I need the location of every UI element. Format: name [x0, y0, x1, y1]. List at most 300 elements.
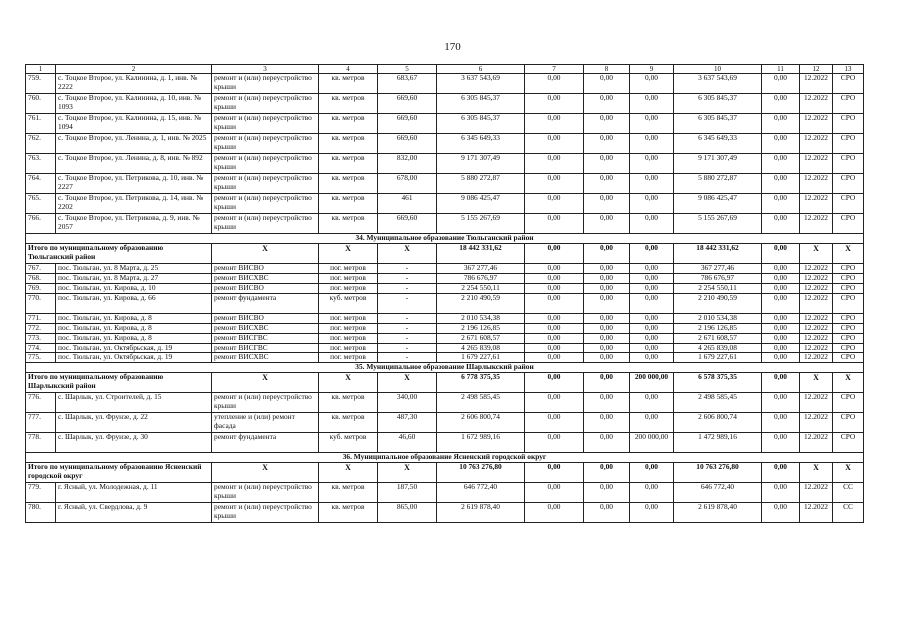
cell-cost-col-11: 0,00 [762, 94, 800, 114]
cell-method: СРО [833, 313, 864, 323]
cell-quantity: 340,00 [378, 393, 437, 413]
subtotal-cell: 6 778 375,35 [437, 373, 525, 393]
cell-total-cost: 6 345 649,33 [437, 134, 525, 154]
subtotal-cell: 0,00 [525, 463, 584, 483]
cell-unit: кв. метров [319, 134, 378, 154]
subtotal-cell: X [378, 463, 437, 483]
cell-cost-col-11: 0,00 [762, 393, 800, 413]
cell-quantity: 832,00 [378, 154, 437, 174]
cell-quantity: 669,60 [378, 214, 437, 234]
table-row [26, 214, 864, 234]
cell-cost-col-10: 2 254 550,11 [674, 284, 762, 294]
cell-cost-col-11: 0,00 [762, 293, 800, 313]
subtotal-cell: 0,00 [525, 244, 584, 264]
cell-deadline: 12.2022 [800, 174, 833, 194]
cell-total-cost: 5 880 272,87 [437, 174, 525, 194]
subtotal-cell: X [212, 244, 319, 264]
cell-total-cost: 9 171 307,49 [437, 154, 525, 174]
cell-row-number: 763. [26, 154, 56, 174]
section-title: 34. Муниципальное образование Тюльганский район [26, 234, 864, 244]
cell-method: СРО [833, 174, 864, 194]
subtotal-cell: 6 578 375,35 [674, 373, 762, 393]
cell-total-cost: 2 254 550,11 [437, 284, 525, 294]
subtotal-cell: X [833, 463, 864, 483]
cell-work-type: ремонт и (или) переустройство крыши [212, 174, 319, 194]
cell-deadline: 12.2022 [800, 333, 833, 343]
cell-cost-col-9: 0,00 [630, 264, 674, 274]
cell-cost-col-9: 0,00 [630, 174, 674, 194]
cell-unit: кв. метров [319, 194, 378, 214]
header-cell: 10 [674, 65, 762, 74]
cell-address: пос. Тюльган, ул. Кирова, д. 10 [56, 284, 212, 294]
cell-address: с. Тоцкое Второе, ул. Петрикова, д. 14, инв. № 2202 [56, 194, 212, 214]
header-cell: 11 [762, 65, 800, 74]
cell-work-type: ремонт и (или) переустройство крыши [212, 114, 319, 134]
table-row [26, 194, 864, 214]
cell-cost-col-7: 0,00 [525, 134, 584, 154]
cell-deadline: 12.2022 [800, 433, 833, 453]
cell-cost-col-8: 0,00 [584, 94, 630, 114]
header-cell: 9 [630, 65, 674, 74]
subtotal-cell: 200 000,00 [630, 373, 674, 393]
cell-total-cost: 5 155 267,69 [437, 214, 525, 234]
subtotal-cell: 10 763 276,80 [674, 463, 762, 483]
cell-cost-col-8: 0,00 [584, 503, 630, 523]
cell-cost-col-9: 0,00 [630, 503, 674, 523]
cell-unit: пог. метров [319, 284, 378, 294]
cell-work-type: ремонт фундамента [212, 433, 319, 453]
cell-cost-col-8: 0,00 [584, 413, 630, 433]
cell-cost-col-10: 9 171 307,49 [674, 154, 762, 174]
cell-cost-col-8: 0,00 [584, 343, 630, 353]
cell-method: СРО [833, 284, 864, 294]
cell-address: с. Тоцкое Второе, ул. Калинина, д. 1, инв. № 2222 [56, 74, 212, 94]
table-row [26, 353, 864, 363]
cell-address: пос. Тюльган, ул. 8 Марта, д. 25 [56, 264, 212, 274]
cell-method: СРО [833, 154, 864, 174]
cell-method: СРО [833, 343, 864, 353]
subtotal-label: Итого по муниципальному образованию Ясненский городской округ [26, 463, 212, 483]
cell-row-number: 771. [26, 313, 56, 323]
cell-deadline: 12.2022 [800, 323, 833, 333]
header-cell: 6 [437, 65, 525, 74]
cell-method: СРО [833, 214, 864, 234]
cell-address: пос. Тюльган, ул. Кирова, д. 66 [56, 293, 212, 313]
table-row [26, 413, 864, 433]
cell-cost-col-7: 0,00 [525, 433, 584, 453]
subtotal-cell: X [212, 463, 319, 483]
table-row [26, 343, 864, 353]
cell-row-number: 770. [26, 293, 56, 313]
cell-unit: кв. метров [319, 74, 378, 94]
cell-row-number: 773. [26, 333, 56, 343]
table-row [26, 74, 864, 94]
cell-cost-col-7: 0,00 [525, 413, 584, 433]
cell-cost-col-10: 1 472 989,16 [674, 433, 762, 453]
cell-total-cost: 1 672 989,16 [437, 433, 525, 453]
cell-cost-col-10: 5 155 267,69 [674, 214, 762, 234]
cell-method: СРО [833, 194, 864, 214]
cell-work-type: ремонт и (или) переустройство крыши [212, 194, 319, 214]
cell-cost-col-10: 1 679 227,61 [674, 353, 762, 363]
subtotal-cell: 0,00 [762, 373, 800, 393]
cell-row-number: 780. [26, 503, 56, 523]
cell-address: с. Тоцкое Второе, ул. Калинина, д. 10, инв. № 1093 [56, 94, 212, 114]
subtotal-cell: X [800, 244, 833, 264]
cell-total-cost: 2 196 126,85 [437, 323, 525, 333]
subtotal-cell: 0,00 [584, 463, 630, 483]
cell-work-type: ремонт ВИСВО [212, 264, 319, 274]
table-row [26, 313, 864, 323]
cell-total-cost: 2 498 585,45 [437, 393, 525, 413]
cell-method: СС [833, 483, 864, 503]
cell-cost-col-9: 0,00 [630, 154, 674, 174]
cell-cost-col-8: 0,00 [584, 74, 630, 94]
cell-cost-col-8: 0,00 [584, 313, 630, 323]
cell-cost-col-7: 0,00 [525, 274, 584, 284]
cell-row-number: 777. [26, 413, 56, 433]
cell-cost-col-10: 2 606 800,74 [674, 413, 762, 433]
cell-cost-col-11: 0,00 [762, 154, 800, 174]
cell-deadline: 12.2022 [800, 284, 833, 294]
cell-unit: пог. метров [319, 313, 378, 323]
cell-method: СРО [833, 353, 864, 363]
cell-cost-col-11: 0,00 [762, 274, 800, 284]
table-row [26, 114, 864, 134]
subtotal-row [26, 244, 864, 264]
cell-address: пос. Тюльган, ул. Октябрьская, д. 19 [56, 353, 212, 363]
table-row [26, 503, 864, 523]
cell-quantity: 669,60 [378, 134, 437, 154]
cell-row-number: 768. [26, 274, 56, 284]
table-row [26, 154, 864, 174]
subtotal-label: Итого по муниципальному образованию Тюльганский район [26, 244, 212, 264]
cell-total-cost: 1 679 227,61 [437, 353, 525, 363]
table-row [26, 293, 864, 313]
header-cell: 7 [525, 65, 584, 74]
cell-cost-col-7: 0,00 [525, 293, 584, 313]
cell-cost-col-10: 2 010 534,38 [674, 313, 762, 323]
cell-quantity: - [378, 333, 437, 343]
cell-address: пос. Тюльган, ул. Октябрьская, д. 19 [56, 343, 212, 353]
cell-total-cost: 6 305 845,37 [437, 114, 525, 134]
cell-method: СРО [833, 323, 864, 333]
header-cell: 4 [319, 65, 378, 74]
cell-quantity: 683,67 [378, 74, 437, 94]
cell-deadline: 12.2022 [800, 343, 833, 353]
cell-cost-col-9: 0,00 [630, 114, 674, 134]
cell-cost-col-10: 646 772,40 [674, 483, 762, 503]
cell-cost-col-11: 0,00 [762, 333, 800, 343]
cell-deadline: 12.2022 [800, 114, 833, 134]
cell-cost-col-10: 6 345 649,33 [674, 134, 762, 154]
cell-cost-col-7: 0,00 [525, 323, 584, 333]
cell-cost-col-9: 200 000,00 [630, 433, 674, 453]
cell-method: СРО [833, 114, 864, 134]
capital-repair-table [25, 64, 864, 523]
cell-total-cost: 2 210 490,59 [437, 293, 525, 313]
cell-cost-col-8: 0,00 [584, 483, 630, 503]
cell-cost-col-9: 0,00 [630, 483, 674, 503]
cell-cost-col-7: 0,00 [525, 194, 584, 214]
cell-deadline: 12.2022 [800, 353, 833, 363]
cell-method: СС [833, 503, 864, 523]
cell-cost-col-11: 0,00 [762, 323, 800, 333]
subtotal-cell: 10 763 276,80 [437, 463, 525, 483]
subtotal-cell: X [319, 373, 378, 393]
cell-deadline: 12.2022 [800, 154, 833, 174]
cell-cost-col-7: 0,00 [525, 94, 584, 114]
cell-row-number: 767. [26, 264, 56, 274]
cell-cost-col-10: 2 619 878,40 [674, 503, 762, 523]
cell-cost-col-7: 0,00 [525, 284, 584, 294]
cell-quantity: - [378, 313, 437, 323]
cell-work-type: ремонт и (или) переустройство крыши [212, 393, 319, 413]
cell-unit: кв. метров [319, 154, 378, 174]
cell-cost-col-9: 0,00 [630, 214, 674, 234]
cell-deadline: 12.2022 [800, 293, 833, 313]
header-cell: 3 [212, 65, 319, 74]
cell-work-type: ремонт ВИСХВС [212, 353, 319, 363]
cell-unit: кв. метров [319, 214, 378, 234]
cell-row-number: 762. [26, 134, 56, 154]
cell-cost-col-11: 0,00 [762, 433, 800, 453]
cell-cost-col-7: 0,00 [525, 174, 584, 194]
cell-deadline: 12.2022 [800, 393, 833, 413]
cell-cost-col-11: 0,00 [762, 264, 800, 274]
cell-quantity: 46,60 [378, 433, 437, 453]
cell-cost-col-8: 0,00 [584, 333, 630, 343]
cell-cost-col-8: 0,00 [584, 353, 630, 363]
cell-total-cost: 2 606 800,74 [437, 413, 525, 433]
subtotal-row [26, 463, 864, 483]
cell-total-cost: 786 676,97 [437, 274, 525, 284]
cell-cost-col-9: 0,00 [630, 393, 674, 413]
cell-unit: кв. метров [319, 174, 378, 194]
cell-method: СРО [833, 333, 864, 343]
cell-cost-col-10: 5 880 272,87 [674, 174, 762, 194]
cell-address: пос. Тюльган, ул. 8 Марта, д. 27 [56, 274, 212, 284]
table-row [26, 94, 864, 114]
cell-deadline: 12.2022 [800, 503, 833, 523]
cell-cost-col-10: 2 671 608,57 [674, 333, 762, 343]
cell-work-type: ремонт и (или) переустройство крыши [212, 503, 319, 523]
subtotal-cell: X [800, 463, 833, 483]
cell-quantity: - [378, 293, 437, 313]
subtotal-label: Итого по муниципальному образованию Шарлыкский район [26, 373, 212, 393]
cell-cost-col-9: 0,00 [630, 284, 674, 294]
cell-row-number: 778. [26, 433, 56, 453]
cell-cost-col-7: 0,00 [525, 333, 584, 343]
cell-unit: кв. метров [319, 94, 378, 114]
cell-cost-col-11: 0,00 [762, 284, 800, 294]
cell-cost-col-9: 0,00 [630, 313, 674, 323]
cell-cost-col-9: 0,00 [630, 413, 674, 433]
cell-cost-col-11: 0,00 [762, 483, 800, 503]
cell-cost-col-7: 0,00 [525, 343, 584, 353]
cell-unit: пог. метров [319, 323, 378, 333]
cell-cost-col-8: 0,00 [584, 154, 630, 174]
cell-cost-col-8: 0,00 [584, 293, 630, 313]
cell-cost-col-10: 6 305 845,37 [674, 114, 762, 134]
table-row [26, 284, 864, 294]
cell-cost-col-10: 9 086 425,47 [674, 194, 762, 214]
cell-work-type: ремонт фундамента [212, 293, 319, 313]
cell-unit: куб. метров [319, 293, 378, 313]
cell-quantity: - [378, 323, 437, 333]
cell-cost-col-9: 0,00 [630, 353, 674, 363]
cell-cost-col-11: 0,00 [762, 134, 800, 154]
cell-cost-col-11: 0,00 [762, 343, 800, 353]
cell-address: г. Ясный, ул. Молодежная, д. 11 [56, 483, 212, 503]
cell-cost-col-9: 0,00 [630, 343, 674, 353]
table-row [26, 393, 864, 413]
cell-work-type: ремонт и (или) переустройство крыши [212, 134, 319, 154]
header-cell: 13 [833, 65, 864, 74]
cell-cost-col-7: 0,00 [525, 483, 584, 503]
cell-work-type: утепление и (или) ремонт фасада [212, 413, 319, 433]
subtotal-cell: 0,00 [584, 244, 630, 264]
cell-work-type: ремонт и (или) переустройство крыши [212, 483, 319, 503]
cell-unit: кв. метров [319, 503, 378, 523]
cell-total-cost: 367 277,46 [437, 264, 525, 274]
cell-cost-col-9: 0,00 [630, 293, 674, 313]
cell-cost-col-10: 367 277,46 [674, 264, 762, 274]
section-title: 35. Муниципальное образование Шарлыкский район [26, 363, 864, 373]
cell-quantity: - [378, 343, 437, 353]
cell-row-number: 765. [26, 194, 56, 214]
subtotal-cell: X [378, 373, 437, 393]
cell-quantity: 187,50 [378, 483, 437, 503]
cell-quantity: - [378, 353, 437, 363]
cell-method: СРО [833, 413, 864, 433]
section-heading-row [26, 234, 864, 244]
cell-quantity: 669,60 [378, 114, 437, 134]
cell-cost-col-8: 0,00 [584, 264, 630, 274]
cell-method: СРО [833, 134, 864, 154]
cell-cost-col-11: 0,00 [762, 214, 800, 234]
cell-row-number: 764. [26, 174, 56, 194]
cell-work-type: ремонт и (или) переустройство крыши [212, 74, 319, 94]
cell-deadline: 12.2022 [800, 214, 833, 234]
cell-row-number: 761. [26, 114, 56, 134]
cell-cost-col-8: 0,00 [584, 274, 630, 284]
cell-cost-col-9: 0,00 [630, 274, 674, 284]
cell-cost-col-10: 2 498 585,45 [674, 393, 762, 413]
cell-cost-col-8: 0,00 [584, 174, 630, 194]
table-row [26, 323, 864, 333]
subtotal-cell: X [800, 373, 833, 393]
header-cell: 12 [800, 65, 833, 74]
cell-quantity: 669,60 [378, 94, 437, 114]
cell-deadline: 12.2022 [800, 134, 833, 154]
header-cell: 5 [378, 65, 437, 74]
header-cell: 1 [26, 65, 56, 74]
cell-cost-col-7: 0,00 [525, 74, 584, 94]
cell-cost-col-8: 0,00 [584, 323, 630, 333]
table-row [26, 134, 864, 154]
cell-cost-col-9: 0,00 [630, 134, 674, 154]
table-row [26, 264, 864, 274]
cell-quantity: 461 [378, 194, 437, 214]
cell-address: с. Тоцкое Второе, ул. Ленина, д. 1, инв. № 2025 [56, 134, 212, 154]
cell-address: с. Тоцкое Второе, ул. Калинина, д. 15, инв. № 1094 [56, 114, 212, 134]
cell-deadline: 12.2022 [800, 264, 833, 274]
column-number-header [26, 65, 864, 74]
cell-cost-col-7: 0,00 [525, 114, 584, 134]
cell-method: СРО [833, 433, 864, 453]
cell-address: с. Шарлык, ул. Фрунзе, д. 22 [56, 413, 212, 433]
cell-unit: кв. метров [319, 413, 378, 433]
cell-cost-col-10: 786 676,97 [674, 274, 762, 284]
cell-unit: куб. метров [319, 433, 378, 453]
cell-address: пос. Тюльган, ул. Кирова, д. 8 [56, 323, 212, 333]
subtotal-cell: 18 442 331,62 [437, 244, 525, 264]
subtotal-cell: X [319, 463, 378, 483]
cell-unit: кв. метров [319, 393, 378, 413]
cell-unit: пог. метров [319, 333, 378, 343]
cell-unit: пог. метров [319, 353, 378, 363]
cell-cost-col-11: 0,00 [762, 114, 800, 134]
cell-address: с. Шарлык, ул. Фрунзе, д. 30 [56, 433, 212, 453]
cell-cost-col-8: 0,00 [584, 393, 630, 413]
cell-total-cost: 2 010 534,38 [437, 313, 525, 323]
cell-cost-col-8: 0,00 [584, 214, 630, 234]
cell-cost-col-7: 0,00 [525, 154, 584, 174]
cell-work-type: ремонт и (или) переустройство крыши [212, 94, 319, 114]
cell-row-number: 779. [26, 483, 56, 503]
cell-cost-col-9: 0,00 [630, 323, 674, 333]
cell-work-type: ремонт ВИСХВС [212, 323, 319, 333]
cell-row-number: 759. [26, 74, 56, 94]
cell-address: с. Тоцкое Второе, ул. Петрикова, д. 10, инв. № 2227 [56, 174, 212, 194]
cell-cost-col-11: 0,00 [762, 353, 800, 363]
cell-address: с. Тоцкое Второе, ул. Петрикова, д. 9, инв. № 2057 [56, 214, 212, 234]
cell-cost-col-11: 0,00 [762, 313, 800, 323]
cell-address: г. Ясный, ул. Свердлова, д. 9 [56, 503, 212, 523]
cell-cost-col-11: 0,00 [762, 413, 800, 433]
cell-row-number: 766. [26, 214, 56, 234]
subtotal-cell: X [319, 244, 378, 264]
cell-method: СРО [833, 293, 864, 313]
header-cell: 2 [56, 65, 212, 74]
cell-quantity: 487,30 [378, 413, 437, 433]
cell-method: СРО [833, 94, 864, 114]
cell-method: СРО [833, 264, 864, 274]
cell-deadline: 12.2022 [800, 313, 833, 323]
subtotal-cell: X [378, 244, 437, 264]
cell-cost-col-7: 0,00 [525, 353, 584, 363]
subtotal-row [26, 373, 864, 393]
cell-work-type: ремонт ВИСГВС [212, 333, 319, 343]
cell-cost-col-7: 0,00 [525, 313, 584, 323]
cell-unit: пог. метров [319, 274, 378, 284]
cell-work-type: ремонт ВИСХВС [212, 274, 319, 284]
cell-quantity: - [378, 274, 437, 284]
subtotal-cell: 0,00 [762, 463, 800, 483]
cell-total-cost: 2 671 608,57 [437, 333, 525, 343]
cell-quantity: - [378, 284, 437, 294]
cell-unit: кв. метров [319, 114, 378, 134]
cell-cost-col-9: 0,00 [630, 194, 674, 214]
table-row [26, 483, 864, 503]
cell-method: СРО [833, 393, 864, 413]
cell-row-number: 774. [26, 343, 56, 353]
cell-quantity: - [378, 264, 437, 274]
cell-deadline: 12.2022 [800, 274, 833, 284]
cell-work-type: ремонт и (или) переустройство крыши [212, 154, 319, 174]
cell-cost-col-10: 2 196 126,85 [674, 323, 762, 333]
